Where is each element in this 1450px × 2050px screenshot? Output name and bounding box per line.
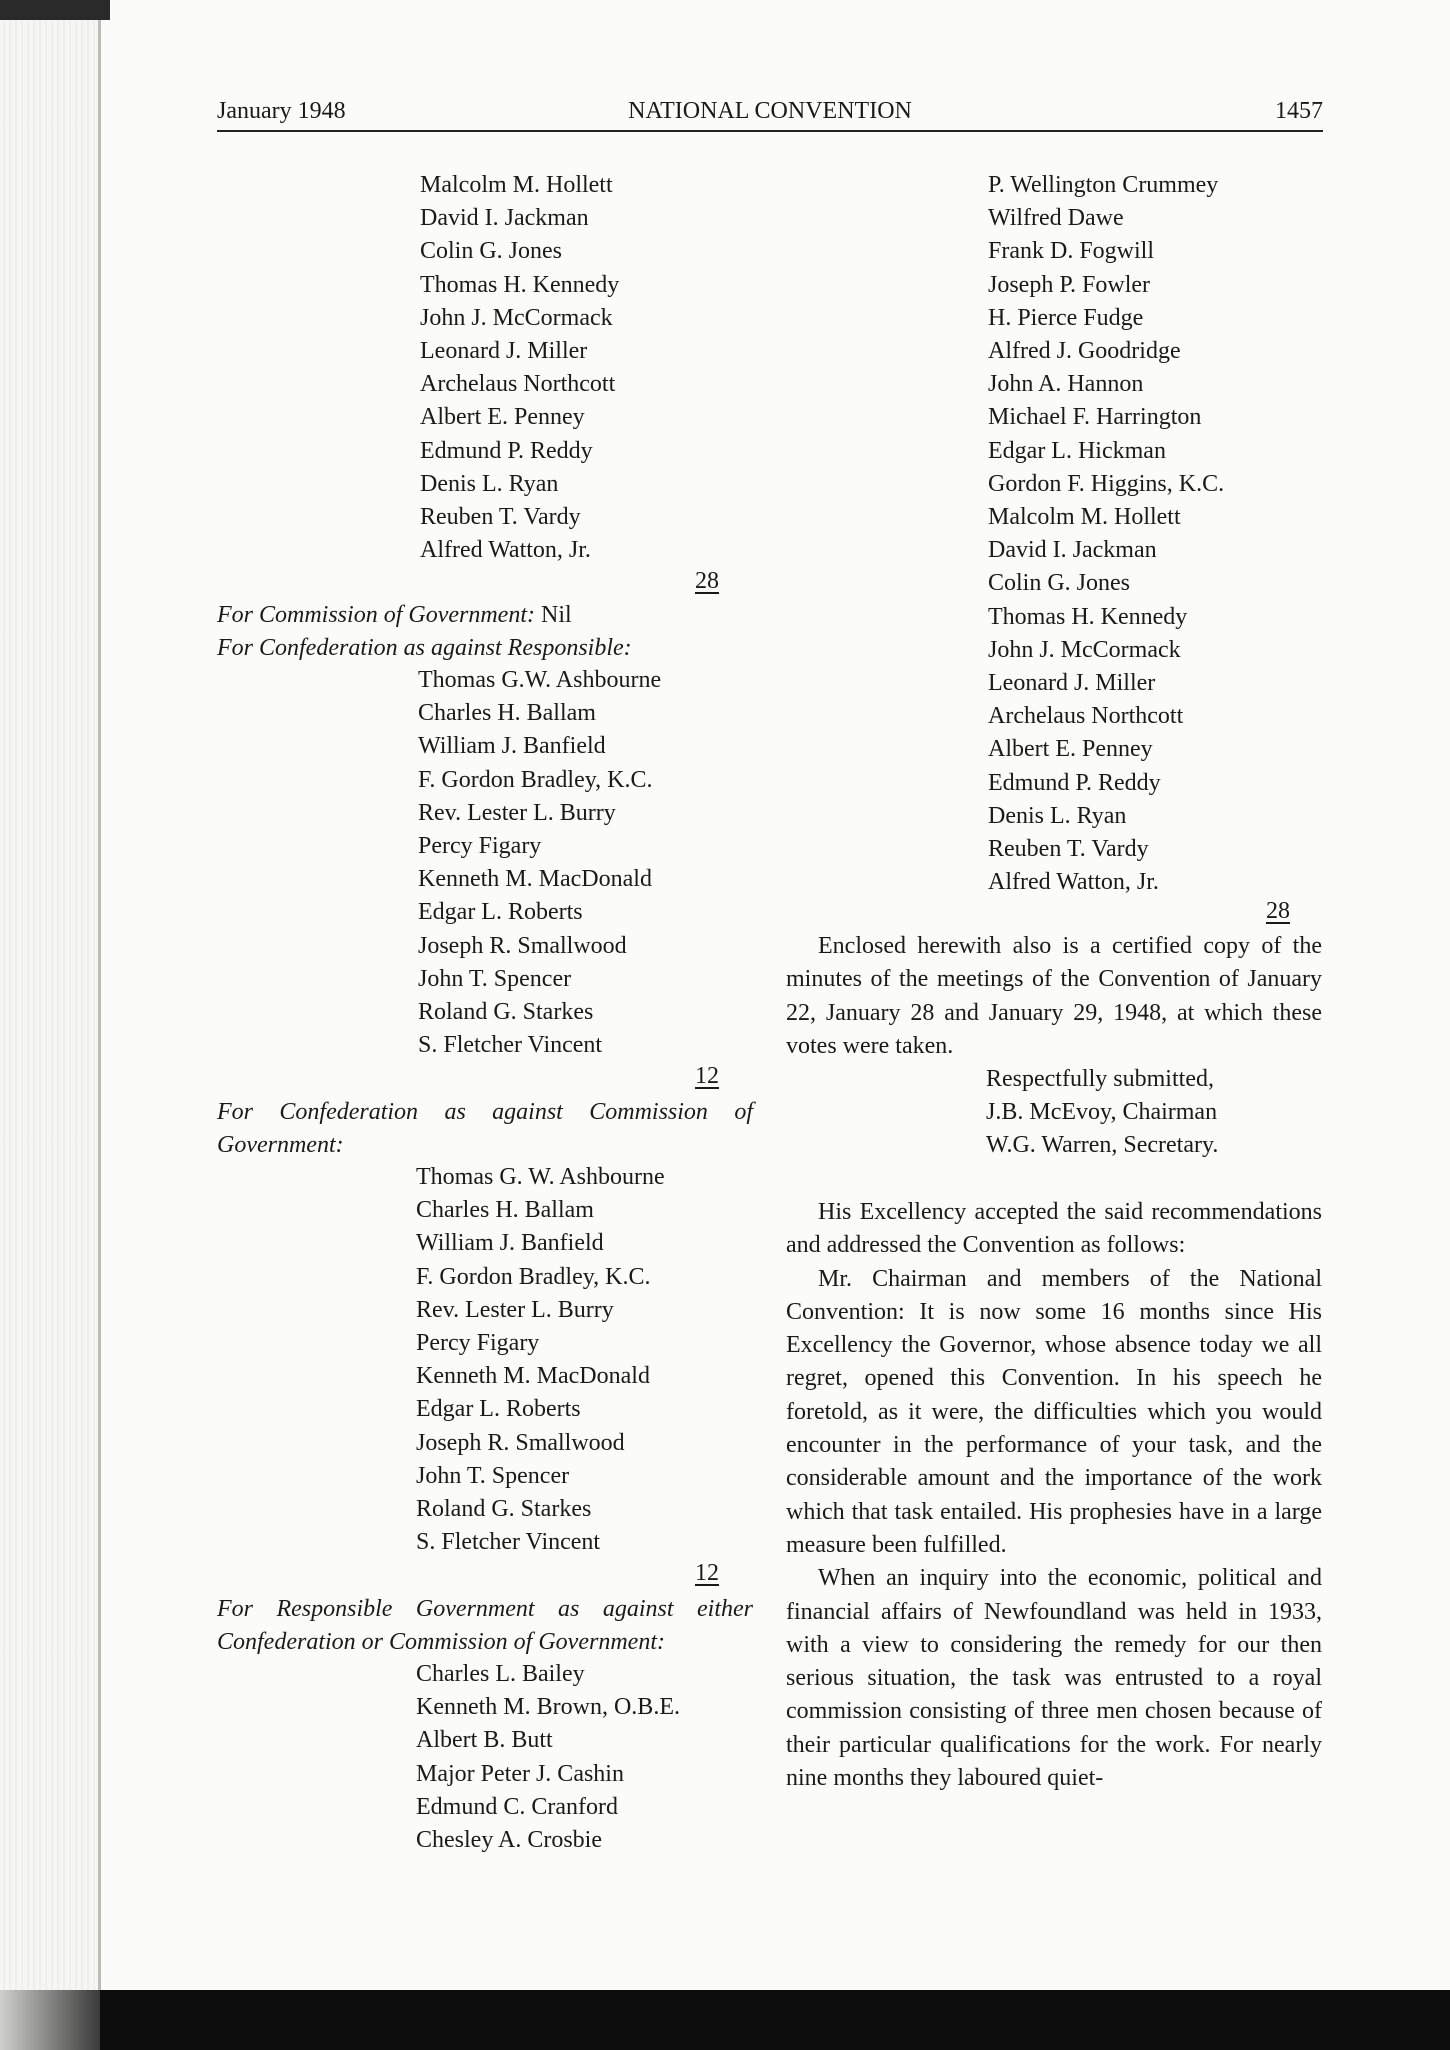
member-name: Kenneth M. MacDonald <box>416 1363 650 1390</box>
member-name: Leonard J. Miller <box>420 338 588 364</box>
header-date: January 1948 <box>217 98 346 124</box>
heading-responsible-2: Confederation or Commission of Government: <box>217 1629 665 1655</box>
heading-commission <box>217 599 572 632</box>
member-name: Joseph R. Smallwood <box>416 1429 625 1456</box>
member-name: John J. McCormack <box>420 304 613 331</box>
signature-line: J.B. McEvoy, Chairman <box>986 1099 1218 1125</box>
member-name: Denis L. Ryan <box>420 470 559 497</box>
heading-commission-value: Nil <box>540 602 572 628</box>
member-name: Denis L. Ryan <box>988 802 1127 829</box>
member-name: Reuben T. Vardy <box>988 836 1149 862</box>
scan-bottom-fade <box>0 1990 100 2050</box>
member-name: Albert E. Penney <box>988 736 1153 763</box>
member-name: Edgar L. Roberts <box>418 899 583 926</box>
member-name: Charles L. Bailey <box>416 1661 585 1687</box>
member-name: David I. Jackman <box>988 537 1157 564</box>
member-name: Edgar L. Roberts <box>416 1396 581 1423</box>
member-name: Edmund P. Reddy <box>420 437 593 464</box>
member-name: Major Peter J. Cashin <box>416 1760 624 1787</box>
member-name: Edgar L. Hickman <box>988 437 1166 464</box>
member-name: S. Fletcher Vincent <box>416 1529 601 1556</box>
member-name: Alfred Watton, Jr. <box>988 869 1159 896</box>
member-name: Chesley A. Crosbie <box>416 1827 602 1853</box>
member-name: Colin G. Jones <box>420 238 563 265</box>
member-name: Edmund P. Reddy <box>988 769 1161 796</box>
header-page-number: 1457 <box>1275 98 1323 124</box>
member-name: Thomas H. Kennedy <box>420 271 620 298</box>
member-name: Charles H. Ballam <box>418 700 596 727</box>
member-name: Gordon F. Higgins, K.C. <box>988 470 1225 497</box>
heading-commission-label: For Commission of Government: <box>217 602 535 628</box>
member-name: Reuben T. Vardy <box>420 504 581 530</box>
member-name: Rev. Lester L. Burry <box>418 799 616 826</box>
member-name: Joseph P. Fowler <box>988 271 1151 298</box>
paragraph-enclosed-text: Enclosed herewith also is a certified copy of the minutes of the meetings of the Convention of January 22, January 28 and January 29, 1948, at which these votes were taken. <box>786 933 1322 1059</box>
member-name: Thomas H. Kennedy <box>988 603 1188 630</box>
member-name: Rev. Lester L. Burry <box>416 1296 614 1323</box>
member-name: Michael F. Harrington <box>988 404 1202 431</box>
member-name: S. Fletcher Vincent <box>418 1032 603 1059</box>
heading-confederation-commission-2: Government: <box>217 1132 344 1158</box>
member-name: Charles H. Ballam <box>416 1197 594 1224</box>
paragraph-body <box>786 1196 1322 1795</box>
member-name: Wilfred Dawe <box>988 205 1124 232</box>
paragraph-1: His Excellency accepted the said recommendations and addressed the Convention as follows: <box>786 1199 1322 1259</box>
member-name: John T. Spencer <box>418 965 572 992</box>
member-name: Leonard J. Miller <box>988 670 1156 696</box>
member-name: Thomas G.W. Ashbourne <box>418 667 662 693</box>
member-name: Kenneth M. MacDonald <box>418 866 652 893</box>
member-name: William J. Banfield <box>418 733 606 760</box>
member-name: Archelaus Northcott <box>988 703 1184 730</box>
signature-line: Respectfully submitted, <box>986 1066 1214 1092</box>
member-name: Roland G. Starkes <box>416 1496 592 1522</box>
scan-bottom-border <box>100 1990 1450 2050</box>
member-name: Roland G. Starkes <box>418 999 594 1025</box>
total-e: 28 <box>1266 898 1290 924</box>
total-c: 12 <box>695 1560 719 1586</box>
member-name: John J. McCormack <box>988 636 1181 663</box>
member-name: Frank D. Fogwill <box>988 238 1155 265</box>
member-name: F. Gordon Bradley, K.C. <box>416 1263 651 1290</box>
member-name: David I. Jackman <box>420 205 589 232</box>
paragraph-enclosed <box>786 930 1322 1063</box>
member-name: Albert B. Butt <box>416 1727 553 1754</box>
page-edge-line <box>98 0 101 2000</box>
paragraph-3: When an inquiry into the economic, political and financial affairs of Newfoundland was held in 1933, with a view to considering the remedy for our then serious situation, the task was entrusted to a royal commission consisting of three men chosen because of their particular qualifications for the work. For nearly nine months they laboured quiet- <box>786 1565 1322 1792</box>
member-name: Albert E. Penney <box>420 404 585 431</box>
heading-confederation-commission-1: For Confederation as against Commission of <box>217 1099 753 1125</box>
member-name: Percy Figary <box>418 833 542 859</box>
scan-corner-shadow <box>0 0 110 20</box>
page-edge-shading <box>0 0 100 2050</box>
total-b: 12 <box>695 1063 719 1089</box>
member-name: P. Wellington Crummey <box>988 172 1219 198</box>
total-a: 28 <box>695 568 719 594</box>
member-name: Kenneth M. Brown, O.B.E. <box>416 1694 680 1721</box>
member-name: F. Gordon Bradley, K.C. <box>418 766 653 793</box>
member-name: H. Pierce Fudge <box>988 304 1144 331</box>
member-name: William J. Banfield <box>416 1230 604 1257</box>
heading-confederation-responsible: For Confederation as against Responsible: <box>217 635 632 661</box>
member-name: Alfred J. Goodridge <box>988 338 1181 364</box>
member-name: Malcolm M. Hollett <box>988 504 1181 530</box>
member-name: John A. Hannon <box>988 371 1144 398</box>
member-name: Colin G. Jones <box>988 570 1131 597</box>
member-name: Joseph R. Smallwood <box>418 932 627 959</box>
member-name: Archelaus Northcott <box>420 371 616 398</box>
paragraph-2: Mr. Chairman and members of the National Convention: It is now some 16 months since His Excellency the Governor, whose absence today we all regret, opened this Convention. In his speech he foretold, as it were, the difficulties which you would encounter in the performance of your task, and the considerable amount and the importance of the work which that task entailed. His prophesies have in a large measure been fulfilled. <box>786 1265 1322 1558</box>
page-header <box>217 96 1323 132</box>
member-name: Percy Figary <box>416 1330 540 1356</box>
header-title: NATIONAL CONVENTION <box>628 98 912 124</box>
member-name: Alfred Watton, Jr. <box>420 537 591 564</box>
heading-responsible-1: For Responsible Government as against either <box>217 1596 753 1622</box>
member-name: Thomas G. W. Ashbourne <box>416 1164 665 1190</box>
member-name: Edmund C. Cranford <box>416 1793 618 1820</box>
member-name: Malcolm M. Hollett <box>420 172 613 198</box>
signature-line: W.G. Warren, Secretary. <box>986 1132 1219 1158</box>
member-name: John T. Spencer <box>416 1462 570 1489</box>
